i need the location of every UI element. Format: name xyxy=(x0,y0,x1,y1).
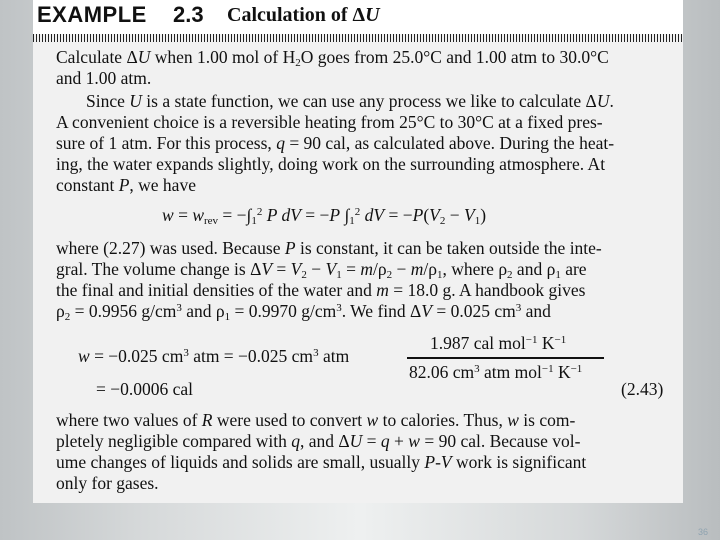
body-line: only for gases. xyxy=(56,473,159,493)
fraction-numerator: 1.987 cal mol$^{-1}$ $K^{-1}$ xyxy=(430,333,567,353)
body-line: $\rho_2 = 0.9956$ $g/cm^3$ and $\rho_1 = 0.9970$ $g/cm^3$. We find ΔV = 0.025 $cm^3$ and xyxy=(56,301,551,323)
equation-work: $w = w_{rev} = -\int_1^2$ P dV = −P $\int_1^2$ dV = $-P(V_2 - V_1)$ xyxy=(162,205,487,227)
header-rule xyxy=(33,34,683,42)
body-line: ing, the water expands slightly, doing work on the surrounding atmosphere. At xyxy=(56,154,606,174)
body-line: where (2.27) was used. Because P is constant, it can be taken outside the inte- xyxy=(56,238,602,258)
example-label: EXAMPLE xyxy=(37,2,147,27)
body-line: the final and initial densities of the water and m = 18.0 g. A handbook gives xyxy=(56,280,586,300)
body-line: ume changes of liquids and solids are small, usually P-V work is significant xyxy=(56,452,587,472)
equation-result: = −0.0006 cal xyxy=(96,379,194,399)
body-line: constant P, we have xyxy=(56,175,196,195)
equation-number: (2.43) xyxy=(621,379,664,399)
body-line: Since U is a state function, we can use any process we like to calculate ΔU. xyxy=(86,91,614,111)
equation-work-value: w = −0.025 $cm^3$ atm = −0.025 $cm^3$ atm xyxy=(78,346,350,366)
body-line: Calculate ΔU when 1.00 mol of $H_2O$ goes from 25.0°C and 1.00 atm to 30.0°C xyxy=(56,47,609,69)
example-header xyxy=(33,0,683,34)
example-title: Calculation of ΔU xyxy=(227,4,380,26)
body-line: sure of 1 atm. For this process, q = 90 cal, as calculated above. During the heat- xyxy=(56,133,615,153)
example-number: 2.3 xyxy=(173,2,204,27)
fraction-denominator: 82.06 $cm^3$ atm mol$^{-1}$ $K^{-1}$ xyxy=(409,362,583,382)
body-line: A convenient choice is a reversible heating from 25°C to 30°C at a fixed pres- xyxy=(56,112,603,132)
fraction-bar xyxy=(407,357,604,359)
slide-number: 36 xyxy=(698,527,709,537)
body-line: and 1.00 atm. xyxy=(56,68,152,88)
body-line: pletely negligible compared with q, and ΔU = q + w = 90 cal. Because vol- xyxy=(56,431,581,451)
body-line: gral. The volume change is $\Delta V = V_2 - V_1 = m/\rho_2 - m/\rho_1$, where $\rho_2$ and $\rho_1$ are xyxy=(56,259,587,281)
body-line: where two values of R were used to convert w to calories. Thus, w is com- xyxy=(56,410,576,430)
